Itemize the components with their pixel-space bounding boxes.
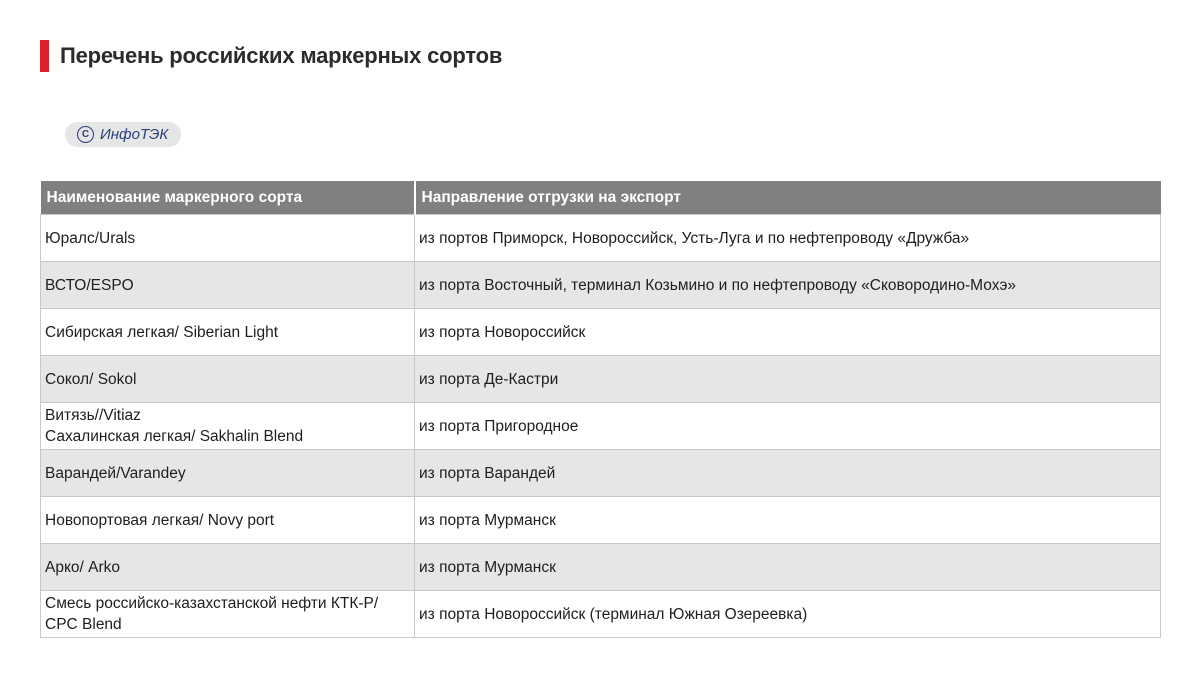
grade-name-cell: Смесь российско-казахстанской нефти КТК-Р/ CPC Blend xyxy=(41,591,415,638)
table-row xyxy=(41,356,1161,403)
direction-cell: из портов Приморск, Новороссийск, Усть-Луга и по нефтепроводу «Дружба» xyxy=(415,215,1161,262)
table-row xyxy=(41,450,1161,497)
table-row xyxy=(41,262,1161,309)
table-row xyxy=(41,591,1161,638)
table-row xyxy=(41,497,1161,544)
column-header-direction: Направление отгрузки на экспорт xyxy=(415,181,1161,215)
direction-cell: из порта Новороссийск (терминал Южная Озереевка) xyxy=(415,591,1161,638)
grade-name-cell: Юралс/Urals xyxy=(41,215,415,262)
table-row xyxy=(41,544,1161,591)
grade-name-cell: Новопортовая легкая/ Novy port xyxy=(41,497,415,544)
direction-cell: из порта Мурманск xyxy=(415,544,1161,591)
marker-grades-table xyxy=(40,181,1161,638)
copyright-icon: C xyxy=(77,126,94,143)
grade-name-cell: Сокол/ Sokol xyxy=(41,356,415,403)
direction-cell: из порта Варандей xyxy=(415,450,1161,497)
grade-name-cell: ВСТО/ESPO xyxy=(41,262,415,309)
table-row xyxy=(41,403,1161,450)
direction-cell: из порта Восточный, терминал Козьмино и по нефтепроводу «Сковородино-Мохэ» xyxy=(415,262,1161,309)
source-label: ИнфоТЭК xyxy=(100,126,169,143)
grade-name-cell: Арко/ Arko xyxy=(41,544,415,591)
grade-name-cell: Варандей/Varandey xyxy=(41,450,415,497)
source-badge xyxy=(65,122,181,147)
direction-cell: из порта Пригородное xyxy=(415,403,1161,450)
table-row xyxy=(41,309,1161,356)
table-row xyxy=(41,215,1161,262)
grade-name-cell: Витязь//Vitiaz Сахалинская легкая/ Sakhalin Blend xyxy=(41,403,415,450)
direction-cell: из порта Новороссийск xyxy=(415,309,1161,356)
title-accent-bar xyxy=(40,40,49,72)
grade-name-cell: Сибирская легкая/ Siberian Light xyxy=(41,309,415,356)
column-header-name: Наименование маркерного сорта xyxy=(41,181,415,215)
page-header xyxy=(40,40,502,72)
table-header-row xyxy=(41,181,1161,215)
direction-cell: из порта Мурманск xyxy=(415,497,1161,544)
direction-cell: из порта Де-Кастри xyxy=(415,356,1161,403)
page-title: Перечень российских маркерных сортов xyxy=(60,43,503,68)
